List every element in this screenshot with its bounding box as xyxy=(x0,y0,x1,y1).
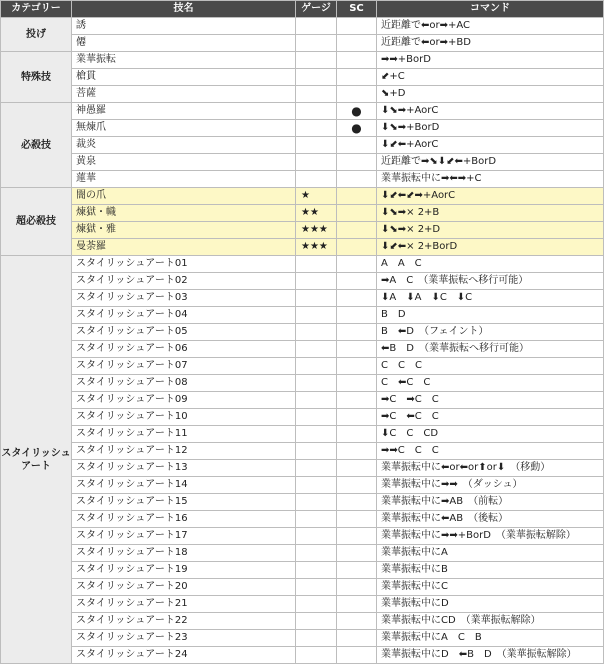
header-row xyxy=(1,1,604,18)
command-cell: 業華振転中に➡➡ （ダッシュ） xyxy=(377,477,604,494)
header-name: 技名 xyxy=(72,1,296,18)
gauge-cell: ★★★ xyxy=(296,239,337,256)
header-sc: SC xyxy=(337,1,377,18)
table-row xyxy=(1,341,604,358)
gauge-cell xyxy=(296,18,337,35)
gauge-cell: ★★★ xyxy=(296,222,337,239)
move-name-cell: スタイリッシュアート14 xyxy=(72,477,296,494)
move-name-cell: スタイリッシュアート20 xyxy=(72,579,296,596)
command-cell: ⬅B D （業華振転へ移行可能） xyxy=(377,341,604,358)
sc-cell xyxy=(337,341,377,358)
sc-cell xyxy=(337,647,377,664)
sc-cell xyxy=(337,494,377,511)
gauge-cell xyxy=(296,545,337,562)
command-cell: 近距離で➡⬊⬇⬋⬅+BorD xyxy=(377,154,604,171)
gauge-cell xyxy=(296,171,337,188)
table-row xyxy=(1,35,604,52)
move-name-cell: スタイリッシュアート23 xyxy=(72,630,296,647)
gauge-cell xyxy=(296,103,337,120)
command-cell: ➡A C （業華振転へ移行可能） xyxy=(377,273,604,290)
move-name-cell: スタイリッシュアート19 xyxy=(72,562,296,579)
sc-cell: ● xyxy=(337,103,377,120)
command-cell: ⬇⬊➡× 2+B xyxy=(377,205,604,222)
gauge-cell xyxy=(296,460,337,477)
command-cell: 業華振転中に⬅AB （後転） xyxy=(377,511,604,528)
move-name-cell: スタイリッシュアート01 xyxy=(72,256,296,273)
command-cell: ⬊+D xyxy=(377,86,604,103)
gauge-cell xyxy=(296,273,337,290)
move-name-cell: スタイリッシュアート06 xyxy=(72,341,296,358)
table-row xyxy=(1,426,604,443)
table-row xyxy=(1,647,604,664)
gauge-cell xyxy=(296,86,337,103)
move-name-cell: スタイリッシュアート05 xyxy=(72,324,296,341)
move-name-cell: スタイリッシュアート04 xyxy=(72,307,296,324)
sc-cell xyxy=(337,511,377,528)
move-name-cell: 蓮華 xyxy=(72,171,296,188)
table-row xyxy=(1,409,604,426)
move-name-cell: スタイリッシュアート11 xyxy=(72,426,296,443)
table-row xyxy=(1,18,604,35)
category-cell: スタイリッシュアート xyxy=(1,256,72,664)
sc-cell xyxy=(337,426,377,443)
gauge-cell xyxy=(296,341,337,358)
sc-cell xyxy=(337,545,377,562)
table-row xyxy=(1,103,604,120)
category-cell: 超必殺技 xyxy=(1,188,72,256)
sc-cell xyxy=(337,86,377,103)
command-cell: A A C xyxy=(377,256,604,273)
command-cell: 業華振転中にD xyxy=(377,596,604,613)
sc-cell xyxy=(337,69,377,86)
command-cell: 業華振転中に➡➡+BorD （業華振転解除） xyxy=(377,528,604,545)
command-cell: 業華振転中にD ⬅B D （業華振転解除） xyxy=(377,647,604,664)
command-cell: ⬇C C CD xyxy=(377,426,604,443)
move-name-cell: 業華振転 xyxy=(72,52,296,69)
move-name-cell: 煉獄・雅 xyxy=(72,222,296,239)
sc-cell xyxy=(337,443,377,460)
sc-cell xyxy=(337,35,377,52)
gauge-cell xyxy=(296,137,337,154)
command-cell: 業華振転中にB xyxy=(377,562,604,579)
table-row xyxy=(1,613,604,630)
gauge-cell xyxy=(296,596,337,613)
sc-cell xyxy=(337,256,377,273)
command-cell: ⬇⬋⬅× 2+BorD xyxy=(377,239,604,256)
gauge-cell xyxy=(296,528,337,545)
move-name-cell: スタイリッシュアート16 xyxy=(72,511,296,528)
sc-cell xyxy=(337,477,377,494)
gauge-cell xyxy=(296,69,337,86)
move-name-cell: スタイリッシュアート22 xyxy=(72,613,296,630)
move-name-cell: 無煉爪 xyxy=(72,120,296,137)
gauge-cell xyxy=(296,307,337,324)
move-name-cell: スタイリッシュアート21 xyxy=(72,596,296,613)
gauge-cell xyxy=(296,120,337,137)
command-cell: C ⬅C C xyxy=(377,375,604,392)
table-row xyxy=(1,545,604,562)
sc-cell xyxy=(337,392,377,409)
move-name-cell: 曼荼羅 xyxy=(72,239,296,256)
move-name-cell: スタイリッシュアート17 xyxy=(72,528,296,545)
table-row xyxy=(1,596,604,613)
move-name-cell: 裁炎 xyxy=(72,137,296,154)
command-cell: ➡C ⬅C C xyxy=(377,409,604,426)
sc-cell xyxy=(337,188,377,205)
command-cell: 業華振転中に➡⬅➡+C xyxy=(377,171,604,188)
command-cell: 業華振転中に➡AB （前転） xyxy=(377,494,604,511)
gauge-cell: ★★ xyxy=(296,205,337,222)
sc-cell xyxy=(337,137,377,154)
gauge-cell xyxy=(296,392,337,409)
move-name-cell: スタイリッシュアート09 xyxy=(72,392,296,409)
command-cell: ⬇⬊➡× 2+D xyxy=(377,222,604,239)
sc-cell xyxy=(337,630,377,647)
sc-cell xyxy=(337,273,377,290)
gauge-cell xyxy=(296,154,337,171)
gauge-cell xyxy=(296,511,337,528)
gauge-cell xyxy=(296,426,337,443)
gauge-cell xyxy=(296,52,337,69)
command-cell: ⬋+C xyxy=(377,69,604,86)
gauge-cell xyxy=(296,443,337,460)
sc-cell xyxy=(337,307,377,324)
command-cell: 業華振転中に⬅or⬅or⬆or⬇ （移動） xyxy=(377,460,604,477)
table-row xyxy=(1,222,604,239)
category-cell: 投げ xyxy=(1,18,72,52)
gauge-cell xyxy=(296,630,337,647)
move-name-cell: スタイリッシュアート07 xyxy=(72,358,296,375)
move-name-cell: 槍貫 xyxy=(72,69,296,86)
move-name-cell: 僊 xyxy=(72,35,296,52)
command-cell: ⬇⬋⬅+AorC xyxy=(377,137,604,154)
move-list-body xyxy=(1,18,604,664)
move-name-cell: 神愚羅 xyxy=(72,103,296,120)
sc-cell xyxy=(337,579,377,596)
move-name-cell: スタイリッシュアート18 xyxy=(72,545,296,562)
table-row xyxy=(1,562,604,579)
table-row xyxy=(1,273,604,290)
move-name-cell: スタイリッシュアート03 xyxy=(72,290,296,307)
table-row xyxy=(1,205,604,222)
move-name-cell: 菩薩 xyxy=(72,86,296,103)
category-cell: 特殊技 xyxy=(1,52,72,103)
sc-cell xyxy=(337,409,377,426)
table-row xyxy=(1,443,604,460)
table-row xyxy=(1,120,604,137)
gauge-cell: ★ xyxy=(296,188,337,205)
move-name-cell: スタイリッシュアート02 xyxy=(72,273,296,290)
table-row xyxy=(1,154,604,171)
sc-cell xyxy=(337,562,377,579)
command-cell: 近距離で⬅or➡+AC xyxy=(377,18,604,35)
table-row xyxy=(1,290,604,307)
table-row xyxy=(1,256,604,273)
move-name-cell: 闇の爪 xyxy=(72,188,296,205)
sc-cell xyxy=(337,239,377,256)
command-cell: 近距離で⬅or➡+BD xyxy=(377,35,604,52)
command-cell: ➡C ➡C C xyxy=(377,392,604,409)
gauge-cell xyxy=(296,324,337,341)
sc-cell xyxy=(337,205,377,222)
category-cell: 必殺技 xyxy=(1,103,72,188)
header-gauge: ゲージ xyxy=(296,1,337,18)
command-cell: 業華振転中にCD （業華振転解除） xyxy=(377,613,604,630)
gauge-cell xyxy=(296,256,337,273)
table-row xyxy=(1,375,604,392)
gauge-cell xyxy=(296,647,337,664)
sc-cell xyxy=(337,324,377,341)
table-row xyxy=(1,52,604,69)
header-category: カテゴリー xyxy=(1,1,72,18)
move-name-cell: スタイリッシュアート15 xyxy=(72,494,296,511)
gauge-cell xyxy=(296,579,337,596)
sc-cell xyxy=(337,18,377,35)
command-cell: B D xyxy=(377,307,604,324)
table-row xyxy=(1,137,604,154)
sc-cell xyxy=(337,290,377,307)
sc-cell xyxy=(337,375,377,392)
move-name-cell: スタイリッシュアート10 xyxy=(72,409,296,426)
sc-cell xyxy=(337,460,377,477)
gauge-cell xyxy=(296,477,337,494)
gauge-cell xyxy=(296,290,337,307)
move-name-cell: スタイリッシュアート13 xyxy=(72,460,296,477)
move-name-cell: 煉獄・幟 xyxy=(72,205,296,222)
table-row xyxy=(1,528,604,545)
table-row xyxy=(1,477,604,494)
sc-cell xyxy=(337,596,377,613)
sc-cell xyxy=(337,528,377,545)
gauge-cell xyxy=(296,35,337,52)
gauge-cell xyxy=(296,375,337,392)
command-cell: 業華振転中にA C B xyxy=(377,630,604,647)
table-row xyxy=(1,460,604,477)
sc-cell xyxy=(337,613,377,630)
table-row xyxy=(1,358,604,375)
table-row xyxy=(1,69,604,86)
move-name-cell: 誘 xyxy=(72,18,296,35)
command-cell: ➡➡C C C xyxy=(377,443,604,460)
command-cell: C C C xyxy=(377,358,604,375)
gauge-cell xyxy=(296,494,337,511)
gauge-cell xyxy=(296,613,337,630)
move-name-cell: スタイリッシュアート24 xyxy=(72,647,296,664)
sc-cell xyxy=(337,222,377,239)
table-row xyxy=(1,86,604,103)
table-row xyxy=(1,511,604,528)
table-row xyxy=(1,324,604,341)
command-cell: ⬇⬋⬅⬋➡+AorC xyxy=(377,188,604,205)
command-cell: 業華振転中にC xyxy=(377,579,604,596)
sc-cell xyxy=(337,358,377,375)
move-name-cell: 黄泉 xyxy=(72,154,296,171)
sc-cell xyxy=(337,154,377,171)
sc-cell xyxy=(337,52,377,69)
sc-cell xyxy=(337,171,377,188)
table-row xyxy=(1,579,604,596)
table-row xyxy=(1,188,604,205)
command-cell: ➡➡+BorD xyxy=(377,52,604,69)
gauge-cell xyxy=(296,358,337,375)
sc-cell: ● xyxy=(337,120,377,137)
command-cell: B ⬅D （フェイント） xyxy=(377,324,604,341)
table-row xyxy=(1,171,604,188)
table-row xyxy=(1,494,604,511)
gauge-cell xyxy=(296,562,337,579)
table-row xyxy=(1,392,604,409)
move-name-cell: スタイリッシュアート08 xyxy=(72,375,296,392)
table-row xyxy=(1,307,604,324)
move-name-cell: スタイリッシュアート12 xyxy=(72,443,296,460)
gauge-cell xyxy=(296,409,337,426)
header-command: コマンド xyxy=(377,1,604,18)
command-cell: ⬇⬊➡+AorC xyxy=(377,103,604,120)
table-row xyxy=(1,630,604,647)
table-row xyxy=(1,239,604,256)
command-cell: ⬇A ⬇A ⬇C ⬇C xyxy=(377,290,604,307)
command-cell: 業華振転中にA xyxy=(377,545,604,562)
command-cell: ⬇⬊➡+BorD xyxy=(377,120,604,137)
